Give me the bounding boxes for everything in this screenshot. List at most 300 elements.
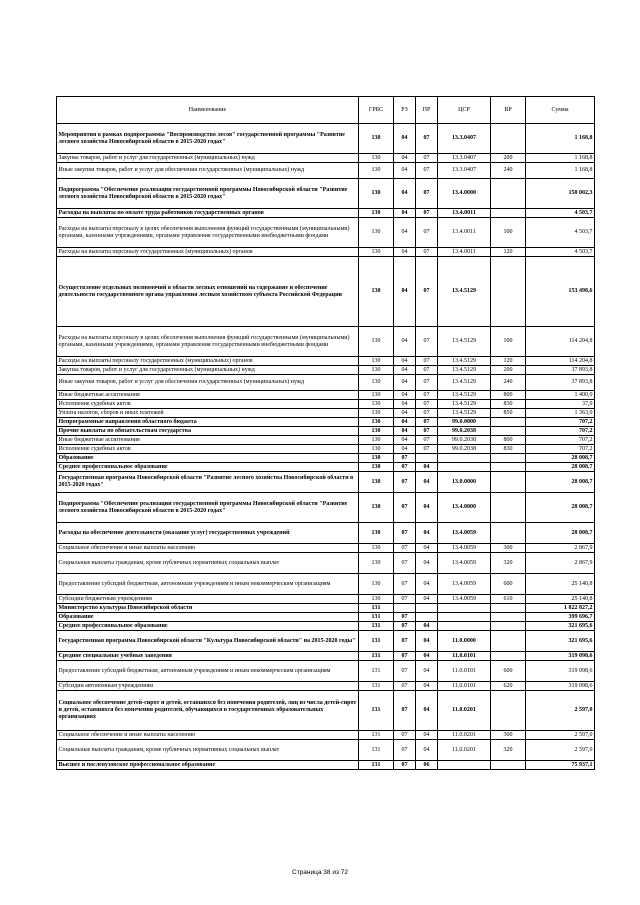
table-row bbox=[57, 523, 595, 544]
row-sum: 75 937,1 bbox=[526, 761, 595, 770]
row-grbs: 130 bbox=[359, 400, 394, 409]
row-csr: 13.4.0011 bbox=[438, 218, 491, 248]
row-pr: 04 bbox=[416, 740, 438, 761]
row-csr: 13.4.0059 bbox=[438, 544, 491, 553]
row-name: Субсидии автономным учреждениям bbox=[57, 682, 359, 691]
row-name: Мероприятия в рамках подпрограммы "Воспроизводство лесов" государственной программы "Развитие лесного хозяйства Новосибирской области в 2015-2020 годах" bbox=[57, 124, 359, 154]
table-row bbox=[57, 682, 595, 691]
row-grbs: 130 bbox=[359, 445, 394, 454]
row-pr: 04 bbox=[416, 544, 438, 553]
row-grbs: 130 bbox=[359, 436, 394, 445]
row-csr bbox=[438, 613, 491, 622]
row-csr: 13.4.5129 bbox=[438, 400, 491, 409]
row-pr: 04 bbox=[416, 472, 438, 493]
row-name: Социальное обеспечение и иные выплаты населению bbox=[57, 731, 359, 740]
table-row bbox=[57, 631, 595, 652]
row-rz: 04 bbox=[394, 154, 416, 163]
row-sum: 114 204,8 bbox=[526, 357, 595, 366]
row-grbs: 130 bbox=[359, 248, 394, 257]
row-name: Уплата налогов, сборов и иных платежей bbox=[57, 409, 359, 418]
row-pr: 07 bbox=[416, 218, 438, 248]
row-name: Социальные выплаты гражданам, кроме публичных нормативных социальных выплат bbox=[57, 740, 359, 761]
row-grbs: 130 bbox=[359, 553, 394, 574]
row-pr: 04 bbox=[416, 661, 438, 682]
row-grbs: 130 bbox=[359, 124, 394, 154]
row-csr: 13.4.0059 bbox=[438, 523, 491, 544]
row-sum: 158 002,3 bbox=[526, 179, 595, 209]
row-rz: 04 bbox=[394, 400, 416, 409]
row-sum: 4 503,7 bbox=[526, 209, 595, 218]
row-name: Расходы на выплаты персоналу в целях обеспечения выполнения функций государственными (муниципальными) органами, казенными учреждениями, органами управления государственными внебюджетными фондами bbox=[57, 327, 359, 357]
row-grbs: 131 bbox=[359, 604, 394, 613]
row-vr bbox=[491, 179, 526, 209]
row-vr bbox=[491, 631, 526, 652]
row-grbs: 130 bbox=[359, 454, 394, 463]
row-sum: 2 597,0 bbox=[526, 740, 595, 761]
row-csr: 11.0.0201 bbox=[438, 691, 491, 731]
row-rz: 07 bbox=[394, 661, 416, 682]
row-sum: 37 893,8 bbox=[526, 366, 595, 375]
row-pr: 07 bbox=[416, 409, 438, 418]
row-sum: 37,0 bbox=[526, 400, 595, 409]
row-csr bbox=[438, 761, 491, 770]
row-grbs: 130 bbox=[359, 154, 394, 163]
row-grbs: 131 bbox=[359, 731, 394, 740]
row-sum: 114 204,8 bbox=[526, 327, 595, 357]
row-rz: 04 bbox=[394, 327, 416, 357]
row-pr bbox=[416, 604, 438, 613]
row-sum: 319 098,6 bbox=[526, 652, 595, 661]
row-sum: 707,2 bbox=[526, 436, 595, 445]
row-name: Расходы на выплаты персоналу в целях обеспечения выполнения функций государственными (муниципальными) органами, казенными учреждениями, органами управления государственными внебюджетными фондами bbox=[57, 218, 359, 248]
table-row bbox=[57, 731, 595, 740]
row-grbs: 131 bbox=[359, 652, 394, 661]
table-row bbox=[57, 327, 595, 357]
row-csr: 13.3.0407 bbox=[438, 124, 491, 154]
row-grbs: 130 bbox=[359, 357, 394, 366]
row-vr: 100 bbox=[491, 327, 526, 357]
table-header-row bbox=[57, 97, 595, 124]
row-pr: 07 bbox=[416, 445, 438, 454]
table-row bbox=[57, 391, 595, 400]
row-pr: 07 bbox=[416, 179, 438, 209]
row-vr bbox=[491, 454, 526, 463]
row-rz: 07 bbox=[394, 682, 416, 691]
row-rz: 04 bbox=[394, 427, 416, 436]
row-pr: 04 bbox=[416, 595, 438, 604]
header-csr: ЦСР bbox=[438, 97, 491, 124]
row-name: Осуществление отдельных полномочий в области лесных отношений на содержание и обеспечение деятельности государственного органа управления лесным хозяйством субъекта Российской Федерации bbox=[57, 257, 359, 327]
row-csr: 13.4.0000 bbox=[438, 179, 491, 209]
row-grbs: 130 bbox=[359, 218, 394, 248]
row-name: Расходы на выплаты персоналу государственных (муниципальных) органов bbox=[57, 248, 359, 257]
row-pr: 04 bbox=[416, 682, 438, 691]
table-row bbox=[57, 691, 595, 731]
row-csr bbox=[438, 454, 491, 463]
budget-page bbox=[56, 96, 594, 770]
table-row bbox=[57, 544, 595, 553]
row-grbs: 131 bbox=[359, 740, 394, 761]
row-sum: 321 695,6 bbox=[526, 622, 595, 631]
table-row bbox=[57, 357, 595, 366]
row-sum: 319 098,6 bbox=[526, 661, 595, 682]
row-pr bbox=[416, 454, 438, 463]
row-vr bbox=[491, 604, 526, 613]
row-rz: 07 bbox=[394, 454, 416, 463]
row-grbs: 130 bbox=[359, 257, 394, 327]
row-sum: 2 867,9 bbox=[526, 544, 595, 553]
row-vr bbox=[491, 613, 526, 622]
row-pr: 07 bbox=[416, 427, 438, 436]
row-name: Высшее и послевузовское профессиональное образование bbox=[57, 761, 359, 770]
row-grbs: 130 bbox=[359, 472, 394, 493]
row-sum: 1 168,8 bbox=[526, 163, 595, 179]
row-rz: 04 bbox=[394, 248, 416, 257]
row-name: Расходы на выплаты по оплате труда работников государственных органов bbox=[57, 209, 359, 218]
row-sum: 37 893,8 bbox=[526, 375, 595, 391]
row-grbs: 130 bbox=[359, 375, 394, 391]
page-number: Страница 38 из 72 bbox=[292, 869, 348, 876]
table-row bbox=[57, 493, 595, 523]
row-pr: 07 bbox=[416, 248, 438, 257]
row-vr: 830 bbox=[491, 400, 526, 409]
row-name: Исполнение судебных актов bbox=[57, 445, 359, 454]
row-sum: 4 503,7 bbox=[526, 218, 595, 248]
table-row bbox=[57, 604, 595, 613]
row-pr: 04 bbox=[416, 691, 438, 731]
row-name: Исполнение судебных актов bbox=[57, 400, 359, 409]
row-pr: 07 bbox=[416, 418, 438, 427]
row-csr: 99.0.2038 bbox=[438, 445, 491, 454]
row-sum: 28 008,7 bbox=[526, 463, 595, 472]
row-csr: 11.0.0101 bbox=[438, 652, 491, 661]
row-csr: 99.0.0000 bbox=[438, 418, 491, 427]
row-sum: 321 695,6 bbox=[526, 631, 595, 652]
row-rz: 07 bbox=[394, 493, 416, 523]
row-rz: 07 bbox=[394, 761, 416, 770]
row-sum: 707,2 bbox=[526, 418, 595, 427]
row-name: Образование bbox=[57, 613, 359, 622]
row-pr: 07 bbox=[416, 154, 438, 163]
table-row bbox=[57, 375, 595, 391]
row-sum: 1 822 827,2 bbox=[526, 604, 595, 613]
row-rz: 04 bbox=[394, 391, 416, 400]
row-name: Закупка товаров, работ и услуг для государственных (муниципальных) нужд bbox=[57, 154, 359, 163]
table-row bbox=[57, 248, 595, 257]
row-pr bbox=[416, 613, 438, 622]
row-rz: 07 bbox=[394, 463, 416, 472]
row-rz: 07 bbox=[394, 574, 416, 595]
row-sum: 1 168,8 bbox=[526, 124, 595, 154]
row-name: Предоставление субсидий бюджетным, автономным учреждениям и иным некоммерческим организациям bbox=[57, 574, 359, 595]
row-rz: 04 bbox=[394, 445, 416, 454]
row-sum: 1 363,0 bbox=[526, 409, 595, 418]
row-rz: 07 bbox=[394, 652, 416, 661]
row-pr: 04 bbox=[416, 622, 438, 631]
row-sum: 2 597,0 bbox=[526, 731, 595, 740]
row-name: Социальное обеспечение детей-сирот и детей, оставшихся без попечения родителей, лиц из числа детей-сирот и детей, оставшихся без попечения родителей, обучающихся в государственных образовательных организациях bbox=[57, 691, 359, 731]
row-vr bbox=[491, 691, 526, 731]
row-name: Образование bbox=[57, 454, 359, 463]
row-sum: 28 008,7 bbox=[526, 493, 595, 523]
row-name: Расходы на обеспечение деятельности (оказание услуг) государственных учреждений bbox=[57, 523, 359, 544]
row-vr bbox=[491, 418, 526, 427]
row-pr: 04 bbox=[416, 493, 438, 523]
row-vr: 850 bbox=[491, 409, 526, 418]
row-vr: 240 bbox=[491, 163, 526, 179]
table-row bbox=[57, 436, 595, 445]
row-pr: 04 bbox=[416, 574, 438, 595]
row-sum: 25 140,8 bbox=[526, 595, 595, 604]
row-csr: 13.0.0000 bbox=[438, 472, 491, 493]
row-pr: 04 bbox=[416, 731, 438, 740]
table-row bbox=[57, 218, 595, 248]
row-pr: 04 bbox=[416, 523, 438, 544]
table-row bbox=[57, 740, 595, 761]
row-pr: 07 bbox=[416, 163, 438, 179]
row-rz: 07 bbox=[394, 622, 416, 631]
row-rz: 04 bbox=[394, 357, 416, 366]
row-csr bbox=[438, 463, 491, 472]
row-rz bbox=[394, 604, 416, 613]
row-vr: 800 bbox=[491, 436, 526, 445]
header-rz: РЗ bbox=[394, 97, 416, 124]
row-csr: 11.0.0000 bbox=[438, 631, 491, 652]
row-grbs: 131 bbox=[359, 691, 394, 731]
table-row bbox=[57, 622, 595, 631]
row-pr: 07 bbox=[416, 209, 438, 218]
row-name: Иные закупки товаров, работ и услуг для обеспечения государственных (муниципальных) нужд bbox=[57, 163, 359, 179]
row-pr: 07 bbox=[416, 436, 438, 445]
row-pr: 07 bbox=[416, 375, 438, 391]
row-name: Предоставление субсидий бюджетным, автономным учреждениям и иным некоммерческим организациям bbox=[57, 661, 359, 682]
row-grbs: 130 bbox=[359, 493, 394, 523]
row-grbs: 131 bbox=[359, 613, 394, 622]
row-csr: 11.0.0101 bbox=[438, 661, 491, 682]
row-grbs: 131 bbox=[359, 631, 394, 652]
header-sum: Сумма bbox=[526, 97, 595, 124]
row-vr: 600 bbox=[491, 661, 526, 682]
row-csr: 13.4.5129 bbox=[438, 366, 491, 375]
row-vr bbox=[491, 493, 526, 523]
row-vr: 300 bbox=[491, 731, 526, 740]
row-vr bbox=[491, 427, 526, 436]
row-grbs: 130 bbox=[359, 595, 394, 604]
row-pr: 04 bbox=[416, 652, 438, 661]
row-vr: 610 bbox=[491, 595, 526, 604]
row-name: Иные закупки товаров, работ и услуг для обеспечения государственных (муниципальных) нужд bbox=[57, 375, 359, 391]
row-grbs: 130 bbox=[359, 427, 394, 436]
table-row bbox=[57, 418, 595, 427]
row-grbs: 130 bbox=[359, 327, 394, 357]
row-vr: 830 bbox=[491, 445, 526, 454]
header-pr: ПР bbox=[416, 97, 438, 124]
row-csr: 13.4.5129 bbox=[438, 391, 491, 400]
table-row bbox=[57, 427, 595, 436]
table-row bbox=[57, 553, 595, 574]
row-csr: 13.4.5129 bbox=[438, 327, 491, 357]
row-vr: 320 bbox=[491, 740, 526, 761]
row-csr: 99.0.2038 bbox=[438, 436, 491, 445]
row-name: Социальное обеспечение и иные выплаты населению bbox=[57, 544, 359, 553]
row-csr: 13.4.0059 bbox=[438, 595, 491, 604]
row-vr bbox=[491, 463, 526, 472]
row-csr: 13.3.0407 bbox=[438, 154, 491, 163]
row-csr: 13.4.0011 bbox=[438, 209, 491, 218]
row-csr: 13.4.0059 bbox=[438, 574, 491, 595]
table-row bbox=[57, 257, 595, 327]
row-csr: 13.3.0407 bbox=[438, 163, 491, 179]
row-grbs: 131 bbox=[359, 661, 394, 682]
table-row bbox=[57, 472, 595, 493]
row-rz: 04 bbox=[394, 436, 416, 445]
table-row bbox=[57, 124, 595, 154]
row-grbs: 130 bbox=[359, 409, 394, 418]
row-vr bbox=[491, 652, 526, 661]
table-row bbox=[57, 661, 595, 682]
row-name: Государственная программа Новосибирской области "Развитие лесного хозяйства Новосибирской области в 2015-2020 годах" bbox=[57, 472, 359, 493]
row-grbs: 130 bbox=[359, 179, 394, 209]
row-name: Непрограммные направления областного бюджета bbox=[57, 418, 359, 427]
header-vr: ВР bbox=[491, 97, 526, 124]
row-csr: 13.4.0059 bbox=[438, 553, 491, 574]
row-rz: 07 bbox=[394, 553, 416, 574]
table-row bbox=[57, 154, 595, 163]
row-name: Расходы на выплаты персоналу государственных (муниципальных) органов bbox=[57, 357, 359, 366]
row-csr: 13.4.0000 bbox=[438, 493, 491, 523]
row-vr: 120 bbox=[491, 248, 526, 257]
row-grbs: 130 bbox=[359, 544, 394, 553]
row-csr: 13.4.0011 bbox=[438, 248, 491, 257]
row-pr: 07 bbox=[416, 257, 438, 327]
row-rz: 04 bbox=[394, 124, 416, 154]
row-rz: 07 bbox=[394, 544, 416, 553]
row-rz: 04 bbox=[394, 409, 416, 418]
row-pr: 07 bbox=[416, 124, 438, 154]
row-vr: 320 bbox=[491, 553, 526, 574]
row-vr bbox=[491, 257, 526, 327]
row-grbs: 130 bbox=[359, 209, 394, 218]
row-sum: 707,2 bbox=[526, 445, 595, 454]
row-vr: 100 bbox=[491, 218, 526, 248]
row-vr bbox=[491, 209, 526, 218]
table-row bbox=[57, 595, 595, 604]
row-rz: 04 bbox=[394, 218, 416, 248]
row-grbs: 131 bbox=[359, 761, 394, 770]
header-name: Наименование bbox=[57, 97, 359, 124]
table-row bbox=[57, 761, 595, 770]
row-grbs: 130 bbox=[359, 366, 394, 375]
table-row bbox=[57, 574, 595, 595]
row-csr: 13.4.5129 bbox=[438, 257, 491, 327]
row-sum: 2 867,9 bbox=[526, 553, 595, 574]
table-body bbox=[57, 124, 595, 770]
row-sum: 25 140,8 bbox=[526, 574, 595, 595]
row-name: Социальные выплаты гражданам, кроме публичных нормативных социальных выплат bbox=[57, 553, 359, 574]
table-row bbox=[57, 409, 595, 418]
header-grbs: ГРБС bbox=[359, 97, 394, 124]
table-row bbox=[57, 366, 595, 375]
row-grbs: 130 bbox=[359, 523, 394, 544]
row-rz: 07 bbox=[394, 595, 416, 604]
row-vr: 120 bbox=[491, 357, 526, 366]
row-sum: 1 400,0 bbox=[526, 391, 595, 400]
row-vr: 800 bbox=[491, 391, 526, 400]
row-csr: 11.0.0201 bbox=[438, 731, 491, 740]
row-vr bbox=[491, 124, 526, 154]
row-pr: 07 bbox=[416, 357, 438, 366]
row-sum: 28 008,7 bbox=[526, 454, 595, 463]
row-name: Среднее профессиональное образование bbox=[57, 622, 359, 631]
row-rz: 04 bbox=[394, 179, 416, 209]
row-rz: 07 bbox=[394, 631, 416, 652]
table-row bbox=[57, 454, 595, 463]
row-rz: 04 bbox=[394, 366, 416, 375]
row-sum: 4 503,7 bbox=[526, 248, 595, 257]
row-sum: 28 008,7 bbox=[526, 472, 595, 493]
row-name: Среднее профессиональное образование bbox=[57, 463, 359, 472]
row-vr: 300 bbox=[491, 544, 526, 553]
row-pr: 07 bbox=[416, 391, 438, 400]
row-grbs: 131 bbox=[359, 622, 394, 631]
table-row bbox=[57, 209, 595, 218]
table-row bbox=[57, 163, 595, 179]
row-name: Иные бюджетные ассигнования bbox=[57, 391, 359, 400]
row-vr: 600 bbox=[491, 574, 526, 595]
row-name: Министерство культуры Новосибирской области bbox=[57, 604, 359, 613]
row-csr: 11.0.0201 bbox=[438, 740, 491, 761]
row-vr bbox=[491, 472, 526, 493]
row-rz: 04 bbox=[394, 257, 416, 327]
row-csr: 11.0.0101 bbox=[438, 682, 491, 691]
row-name: Средние специальные учебные заведения bbox=[57, 652, 359, 661]
table-row bbox=[57, 652, 595, 661]
table-row bbox=[57, 613, 595, 622]
row-rz: 07 bbox=[394, 613, 416, 622]
row-rz: 04 bbox=[394, 209, 416, 218]
row-grbs: 130 bbox=[359, 463, 394, 472]
row-vr bbox=[491, 761, 526, 770]
table-row bbox=[57, 400, 595, 409]
row-vr: 200 bbox=[491, 366, 526, 375]
row-name: Субсидии бюджетным учреждениям bbox=[57, 595, 359, 604]
row-sum: 399 696,7 bbox=[526, 613, 595, 622]
row-rz: 04 bbox=[394, 375, 416, 391]
table-row bbox=[57, 445, 595, 454]
row-csr: 99.0.2038 bbox=[438, 427, 491, 436]
row-csr bbox=[438, 604, 491, 613]
row-rz: 07 bbox=[394, 472, 416, 493]
row-pr: 04 bbox=[416, 553, 438, 574]
row-name: Подпрограмма "Обеспечение реализации государственной программы Новосибирской области "Развитие лесного хозяйства Новосибирской области в 2015-2020 годах" bbox=[57, 493, 359, 523]
row-sum: 1 168,8 bbox=[526, 154, 595, 163]
row-sum: 319 098,6 bbox=[526, 682, 595, 691]
row-rz: 07 bbox=[394, 523, 416, 544]
row-vr: 620 bbox=[491, 682, 526, 691]
row-pr: 04 bbox=[416, 631, 438, 652]
row-pr: 04 bbox=[416, 463, 438, 472]
row-csr: 13.4.5129 bbox=[438, 409, 491, 418]
row-rz: 07 bbox=[394, 740, 416, 761]
row-vr bbox=[491, 622, 526, 631]
row-csr: 13.4.5129 bbox=[438, 357, 491, 366]
row-vr: 200 bbox=[491, 154, 526, 163]
row-sum: 28 008,7 bbox=[526, 523, 595, 544]
row-grbs: 131 bbox=[359, 682, 394, 691]
row-csr: 13.4.5129 bbox=[438, 375, 491, 391]
row-rz: 04 bbox=[394, 418, 416, 427]
row-sum: 153 498,6 bbox=[526, 257, 595, 327]
